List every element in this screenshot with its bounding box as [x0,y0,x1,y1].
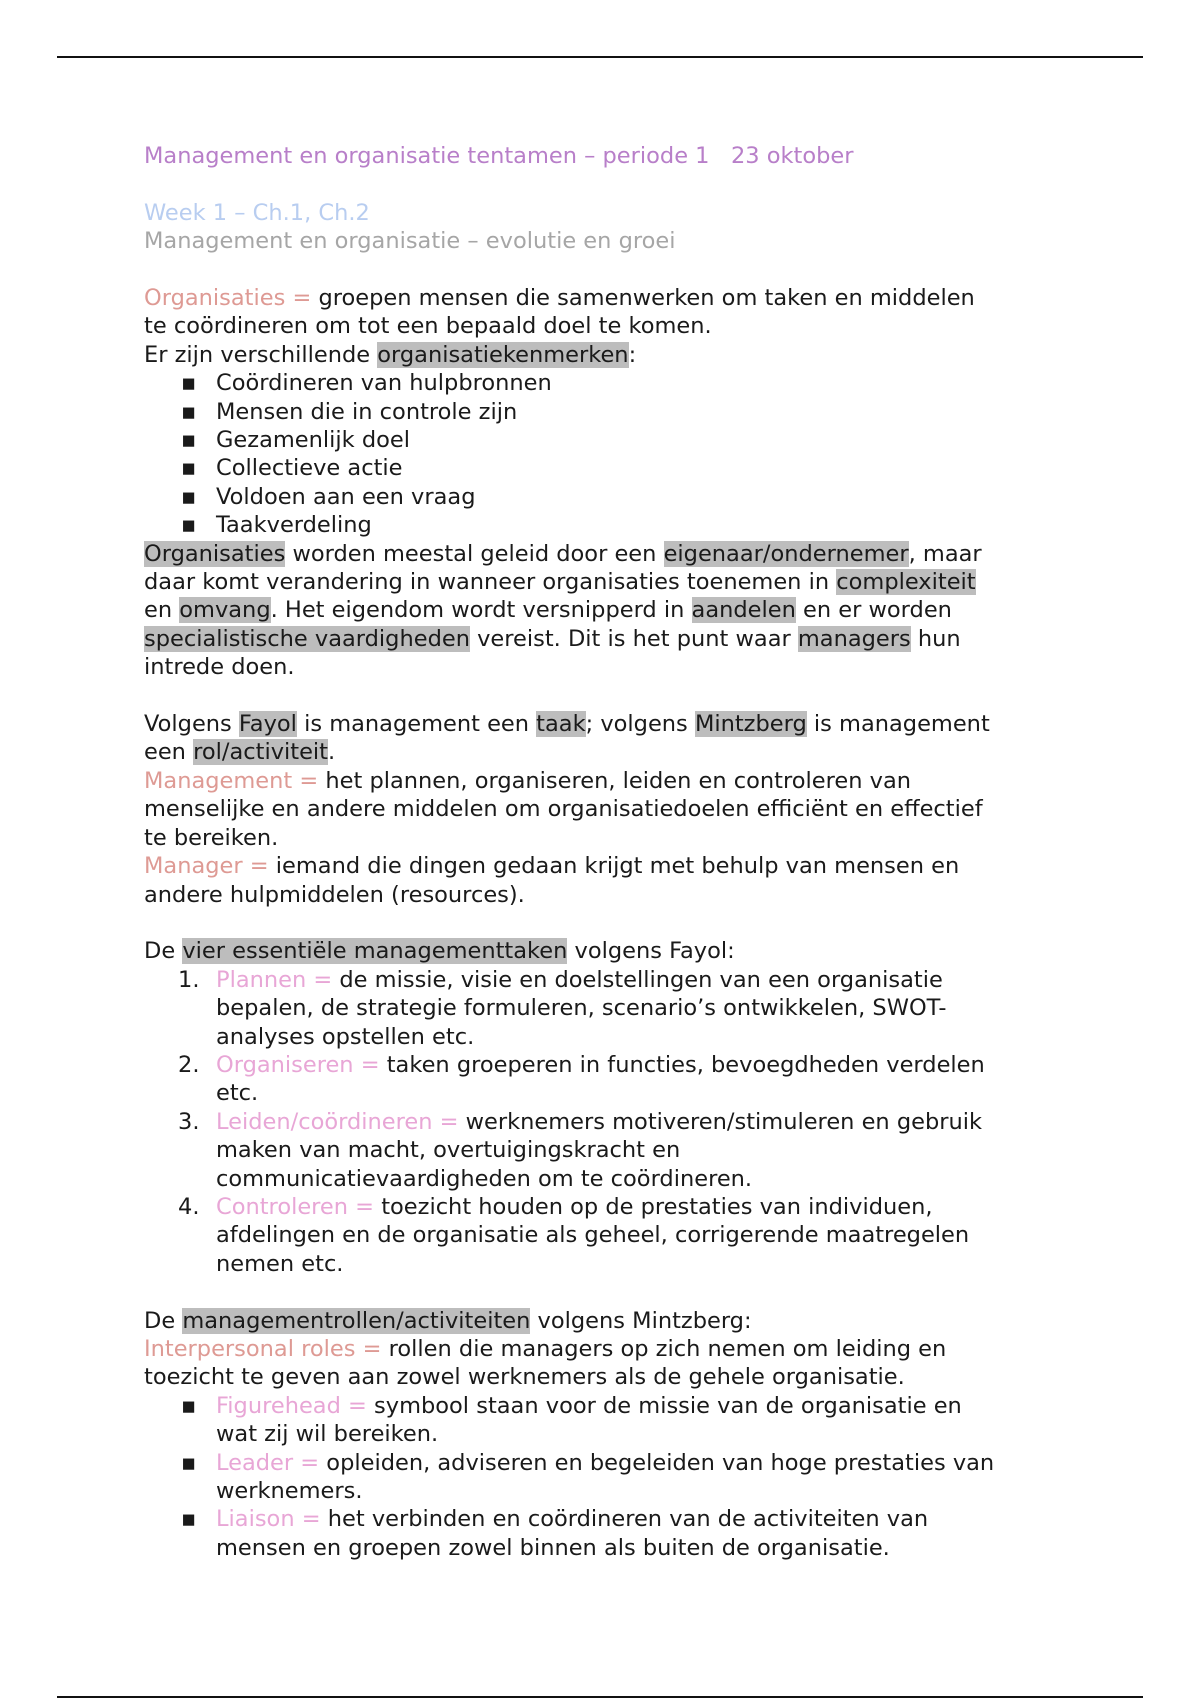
highlight: Fayol [238,711,297,738]
role-term: Leader = [216,1449,320,1476]
bullet-icon: ▪ [181,455,197,482]
bottom-rule [57,1696,1143,1698]
list-number: 2. [178,1051,200,1078]
title-text: Management en organisatie tentamen – periode 1 [144,143,710,169]
list-item: ▪ Voldoen aan een vraag [181,483,476,510]
organisaties-definition-line-2: te coördineren om tot een bepaald doel te komen. [144,313,712,340]
title-date: 23 oktober [730,143,854,169]
bullet-icon: ▪ [181,427,197,454]
bullet-icon: ▪ [181,1392,197,1419]
highlight: eigenaar/ondernemer [663,540,909,567]
highlight: aandelen [691,597,796,624]
organisaties-definition-line-1: Organisaties = groepen mensen die samenwerken om taken en middelen [144,285,975,311]
highlight: omvang [179,597,271,624]
management-term: Management = [144,767,319,794]
highlight: Mintzberg [694,711,807,738]
highlight: taak [536,711,586,738]
task-term: Controleren = [216,1193,375,1220]
highlight: rol/activiteit [193,739,328,766]
list-item: 4. Controleren = toezicht houden op de prestaties van individuen, afdelingen en de organisatie als geheel, corrigerende maatregelen nemen etc. [178,1193,970,1277]
bullet-icon: ▪ [181,370,197,397]
list-item: ▪ Collectieve actie [181,455,403,482]
highlight: managementrollen/activiteiten [182,1307,531,1334]
highlight: organisatiekenmerken [377,341,629,368]
list-item: 3. Leiden/coördineren = werknemers motiveren/stimuleren en gebruik maken van macht, overtuigingskracht en communicatievaardigheden om te coördineren. [178,1108,983,1192]
list-item: 2. Organiseren = taken groeperen in functies, bevoegdheden verdelen etc. [178,1051,985,1107]
manager-term: Manager = [144,853,269,880]
mintzberg-rollen-intro: De managementrollen/activiteiten volgens Mintzberg: [144,1307,752,1334]
list-item: ▪ Liaison = het verbinden en coördineren van de activiteiten van mensen en groepen zowel binnen als buiten de organisatie. [181,1506,929,1561]
role-term: Figurehead = [216,1392,367,1419]
organisaties-term: Organisaties = [144,285,312,311]
list-item: ▪ Coördineren van hulpbronnen [181,370,552,397]
week-heading: Week 1 – Ch.1, Ch.2 [144,199,370,226]
highlight: managers [797,625,911,652]
list-item: 1. Plannen = de missie, visie en doelstellingen van een organisatie bepalen, de strategie formuleren, scenario’s ontwikkelen, SWOT- analyses opstellen etc. [178,966,947,1050]
fayol-taken-list [144,966,1064,1278]
bullet-icon: ▪ [181,1449,197,1476]
interpersonal-roles-list [144,1392,1064,1562]
bullet-icon: ▪ [181,398,197,425]
organisaties-paragraph: Organisaties worden meestal geleid door een eigenaar/ondernemer, maar daar komt verandering in wanneer organisaties toenemen in complexiteit en omvang. Het eigendom wordt versnipperd in aandelen en er worden specialistische vaardigheden vereist. Dit is het punt waar managers hun intrede doen. [144,540,982,681]
highlight: specialistische vaardigheden [144,625,470,652]
list-number: 3. [178,1108,200,1135]
fayol-taken-intro: De vier essentiële managementtaken volgens Fayol: [144,938,735,965]
section-subtitle: Management en organisatie – evolutie en groei [144,228,676,255]
list-number: 4. [178,1193,200,1220]
list-item: ▪ Leader = opleiden, adviseren en begeleiden van hoge prestaties van werknemers. [181,1449,995,1505]
highlight: vier essentiële managementtaken [182,938,568,965]
list-item: ▪ Figurehead = symbool staan voor de missie van de organisatie en wat zij wil bereiken. [181,1392,962,1448]
kenmerken-list [144,369,1064,539]
manager-definition: Manager = iemand die dingen gedaan krijgt met behulp van mensen en andere hulpmiddelen (resources). [144,853,960,908]
document-title [144,142,1064,170]
management-definition: Management = het plannen, organiseren, leiden en controleren van menselijke en andere middelen om organisatiedoelen efficiënt en effectief te bereiken. [144,767,983,851]
highlight: Organisaties [144,540,286,567]
top-rule [57,56,1143,58]
bullet-icon: ▪ [181,483,197,510]
task-term: Plannen = [216,966,333,993]
interpersonal-roles-definition: Interpersonal roles = rollen die managers op zich nemen om leiding en [144,1335,947,1362]
list-number: 1. [178,966,200,993]
kenmerken-intro: Er zijn verschillende organisatiekenmerken: [144,341,637,368]
list-item: ▪ Taakverdeling [181,512,372,539]
document-body: Management en organisatie tentamen – periode 1 23 oktober Week 1 – Ch.1, Ch.2 Management en organisatie – evolutie en groei Organisaties = groepen mensen die samenwerken om taken en middelen te coördineren om tot een bepaald doel te komen. Er zijn verschillende organisatiekenmerken: ▪ Coördineren van hulpbronnen ▪ Mensen die in controle zijn ▪ Gezamenlijk doel ▪ Collectieve actie ▪ Voldoen aan een vraag ▪ Taakverdeling Organisaties worden meestal geleid door een eigenaar/ondernemer, maar daar komt verandering in wanneer organisaties toenemen in complexiteit en omvang. Het eigendom wordt versnipperd in aandelen en er worden specialistische vaardigheden vereist. Dit is het punt waar managers hun intrede doen. Volgens Fayol is management een taak; volgens Mintzberg is management een rol/activiteit. Management = het plannen, organiseren, leiden en controleren van menselijke en andere middelen om organisatiedoelen efficiënt en effectief te bereiken. Manager = iemand die dingen gedaan krijgt met behulp van mensen en andere hulpmiddelen (resources). De vier essentiële managementtaken volgens Fayol: 1. Plannen = de missie, visie en doelstellingen van een organisatie bepalen, de strategie formuleren, scenario’s ontwikkelen, SWOT- analyses opstellen etc. 2. Organiseren = taken groeperen in functies, bevoegdheden verdelen etc. 3. Leiden/coördineren = werknemers motiveren/stimuleren en gebruik maken van macht, overtuigingskracht en communicatievaardigheden om te coördineren. 4. Controleren = toezicht houden op de prestaties van individuen, afdelingen en de organisatie als geheel, corrigerende maatregelen nemen etc. De managementrollen/activiteiten volgens Mintzberg: Interpersonal roles = rollen die managers op zich nemen om leiding en toezicht te geven aan zowel werknemers als de gehele organisatie. ▪ Figurehead = symbool staan voor de missie van de organisatie en wat zij wil bereiken. ▪ Leader = opleiden, adviseren en begeleiden van hoge prestaties van werknemers. ▪ Liaison = het verbinden en coördineren van de activiteiten van mensen en groepen zowel binnen als buiten de organisatie. [144,142,1064,1562]
list-item: ▪ Mensen die in controle zijn [181,398,518,425]
fayol-mintzberg-paragraph: Volgens Fayol is management een taak; volgens Mintzberg is management een rol/activiteit. [144,711,990,766]
interpersonal-term: Interpersonal roles = [144,1335,382,1362]
role-term: Liaison = [216,1506,321,1533]
bullet-icon: ▪ [181,512,197,539]
bullet-icon: ▪ [181,1506,197,1533]
highlight: complexiteit [836,569,976,596]
task-term: Leiden/coördineren = [216,1108,459,1135]
list-item: ▪ Gezamenlijk doel [181,427,410,454]
task-term: Organiseren = [216,1051,380,1078]
